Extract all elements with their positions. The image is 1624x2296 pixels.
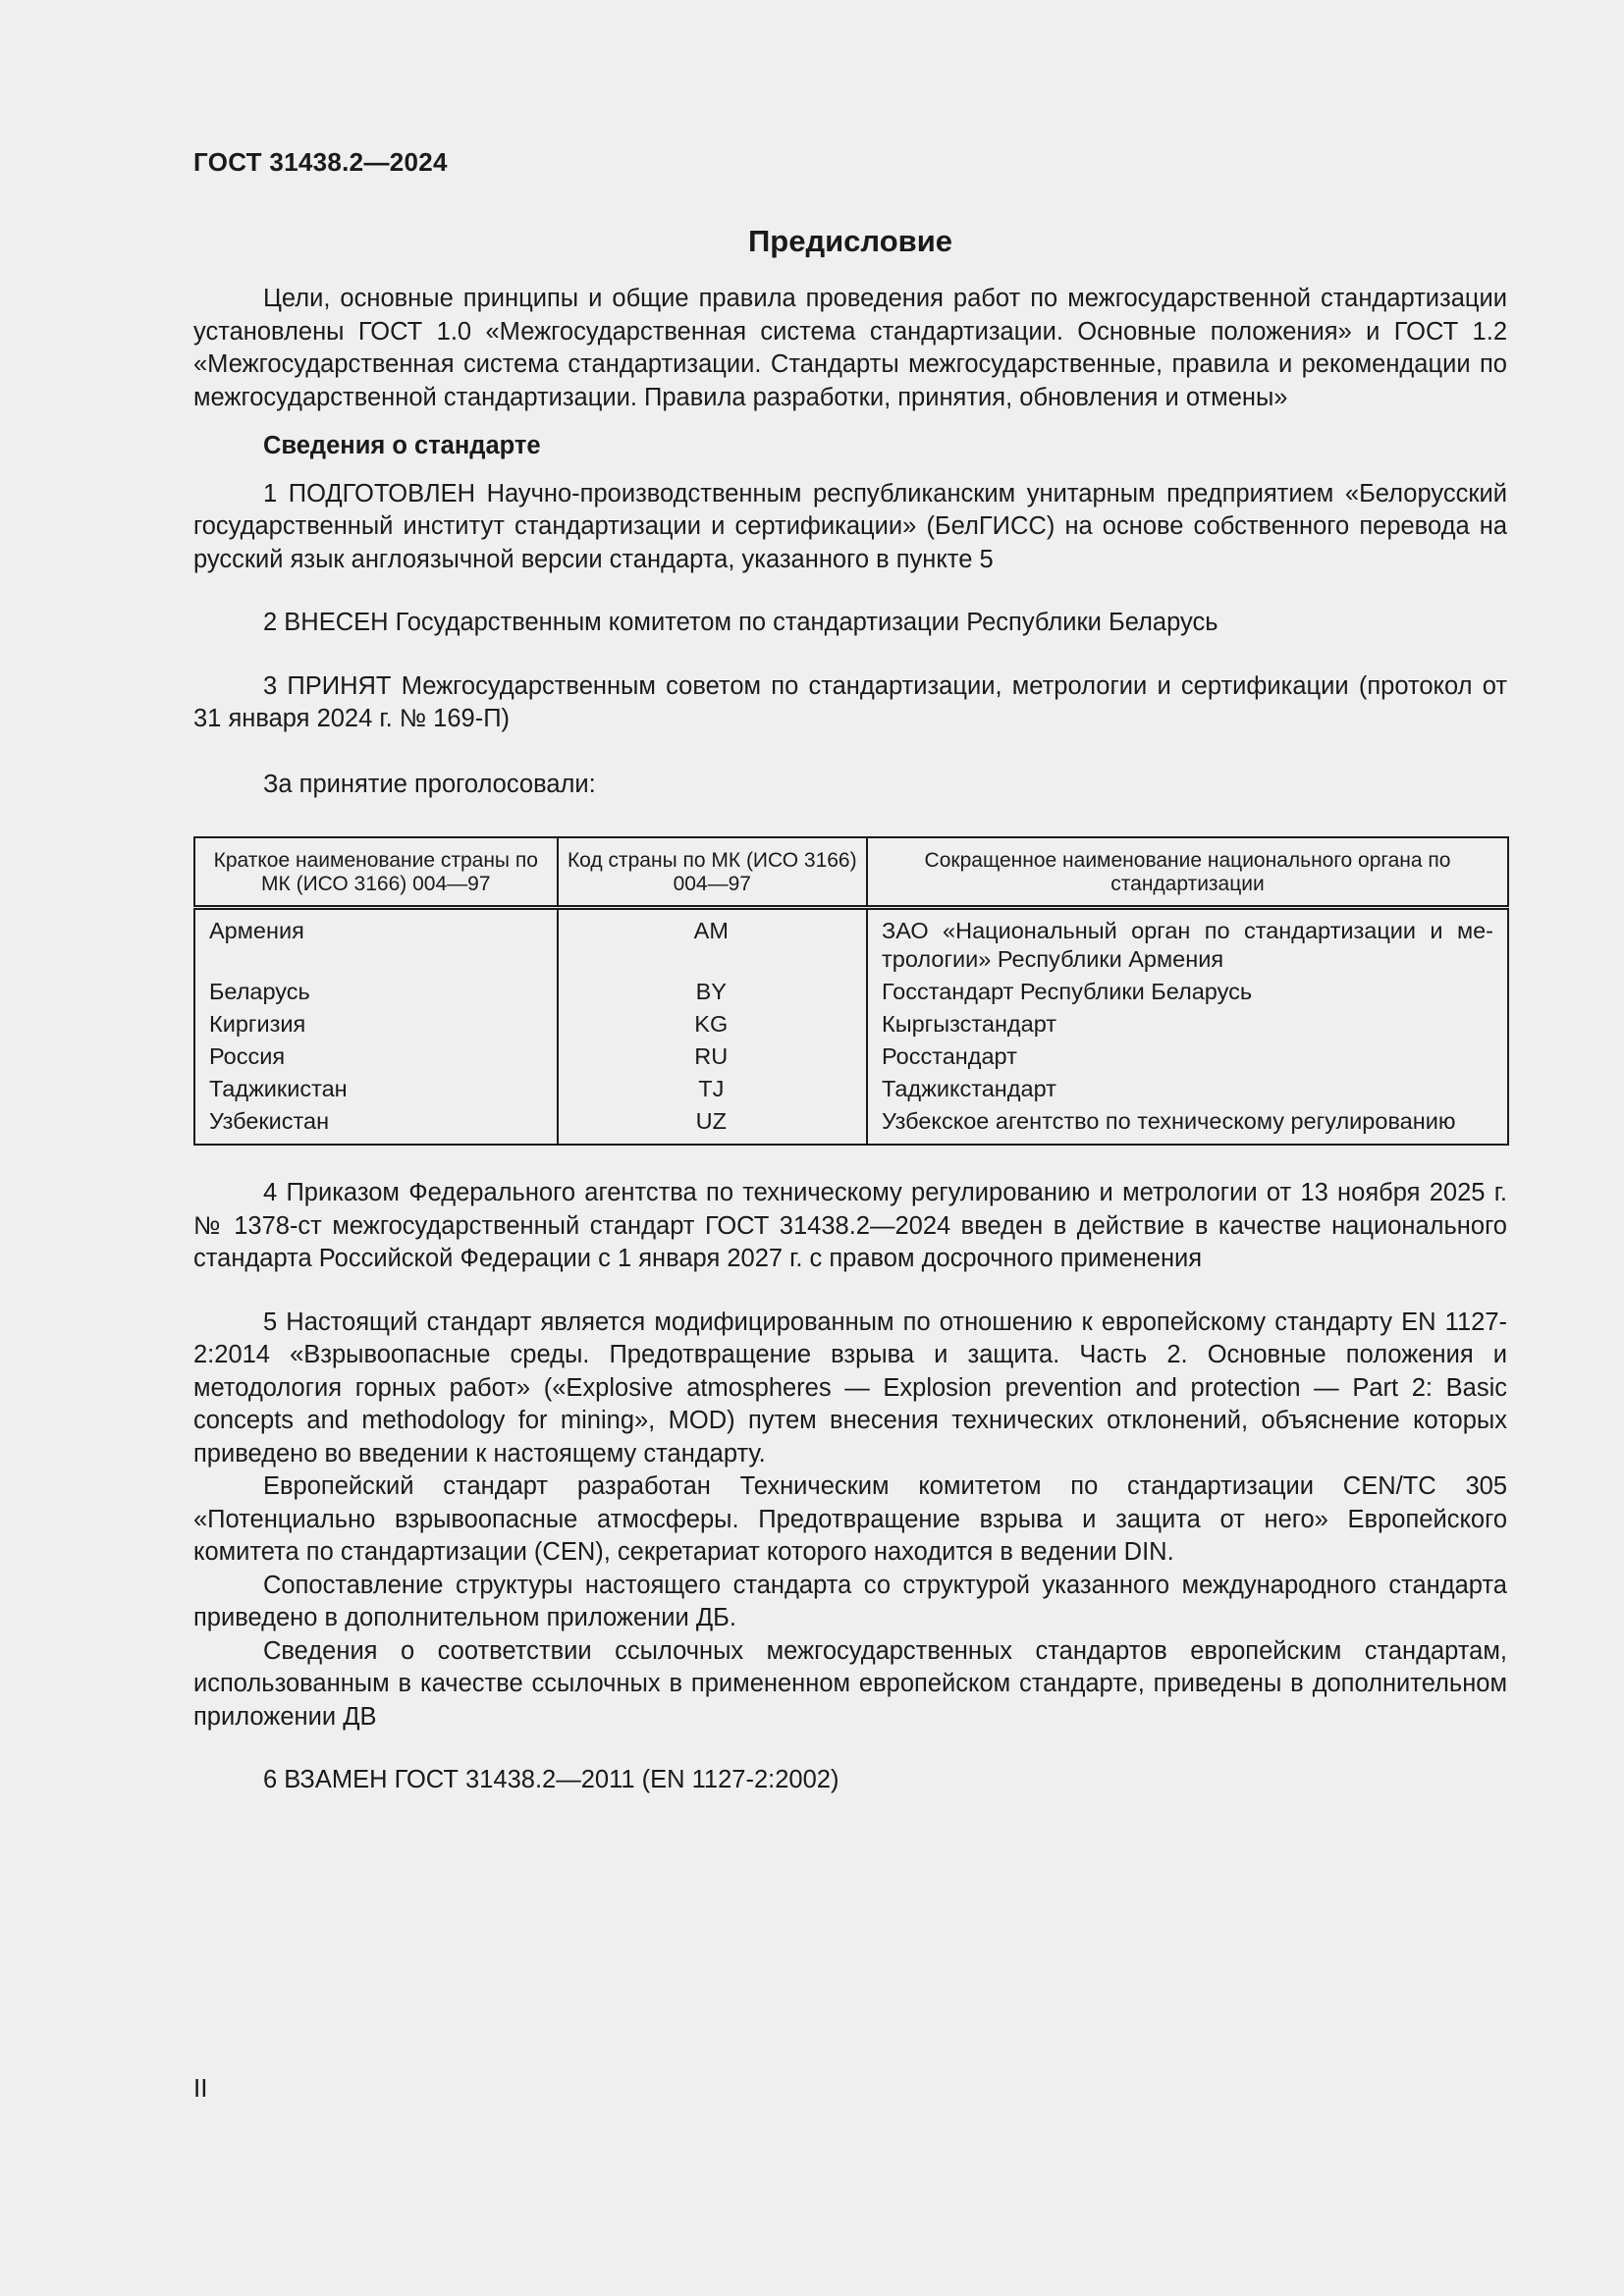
table-row (194, 1008, 1508, 1041)
country-cell: Россия (194, 1041, 558, 1073)
item-5-references-paragraph: Сведения о соответствии ссылочных межгосударственных стандартов европейским стандартам, использованным в качестве ссылочных в примененном европейском стандарте, приведены в дополнительном приложении ДВ (193, 1636, 1507, 1731)
item-1-prepared: 1 ПОДГОТОВЛЕН Научно-производственным республиканским унитарным предприятием «Белорусский государственный институт стандартизации и сертификации» (БелГИСС) на основе собственного перевода на русский язык англоязычной версии стандарта, указанного в пункте 5 (193, 479, 1507, 573)
table-row (194, 908, 1508, 977)
document-code-header: ГОСТ 31438.2—2024 (193, 147, 448, 177)
code-cell: BY (558, 976, 867, 1008)
table-row (194, 1041, 1508, 1073)
body-cell: Росстандарт (867, 1041, 1508, 1073)
item-4-enacted: 4 Приказом Федерального агентства по техническому регулированию и метрологии от 13 ноября 2025 г. № 1378-ст межгосударственный стандарт ГОСТ 31438.2—2024 введен в действие в качестве национального стандарта Российской Федерации с 1 января 2027 г. с правом досрочного применения (193, 1179, 1507, 1272)
item-3-adopted: 3 ПРИНЯТ Межгосударственным советом по стандартизации, метрологии и сертификации (протокол от 31 января 2024 г. № 169-П) (193, 671, 1507, 732)
table-header-row (194, 837, 1508, 908)
preface-section (193, 224, 1507, 1797)
standard-info-subheading: Сведения о стандарте (263, 432, 541, 459)
code-cell: RU (558, 1041, 867, 1073)
country-cell: Киргизия (194, 1008, 558, 1041)
code-cell: AM (558, 908, 867, 977)
code-cell: UZ (558, 1105, 867, 1145)
table-row (194, 1105, 1508, 1145)
table-row (194, 976, 1508, 1008)
voted-label: За принятие проголосовали: (263, 770, 596, 798)
item-6-replaces: 6 ВЗАМЕН ГОСТ 31438.2—2011 (EN 1127-2:2002) (263, 1766, 839, 1793)
header-national-body: Сокращенное наименование национального органа по стандартизации (867, 837, 1508, 908)
country-cell: Армения (194, 908, 558, 977)
item-5-structure-paragraph: Сопоставление структуры настоящего стандарта со структурой указанного международного стандарта приведено в дополнительном приложении ДБ. (193, 1571, 1507, 1631)
body-cell: Госстандарт Республики Беларусь (867, 976, 1508, 1008)
body-cell: ЗАО «Национальный орган по стандартизации и метрологии» Республики Армения (867, 908, 1508, 977)
member-states-table (193, 836, 1509, 1146)
code-cell: TJ (558, 1073, 867, 1105)
body-cell: Узбекское агентство по техническому регулированию (867, 1105, 1508, 1145)
country-cell: Узбекистан (194, 1105, 558, 1145)
header-country-name: Краткое наименование страны по МК (ИСО 3166) 004—97 (194, 837, 558, 908)
body-cell: Кыргызстандарт (867, 1008, 1508, 1041)
preface-title: Предисловие (747, 224, 952, 258)
body-cell: Таджикстандарт (867, 1073, 1508, 1105)
item-5-modification: 5 Настоящий стандарт является модифицированным по отношению к европейскому стандарту EN 1127-2:2014 «Взрывоопасные среды. Предотвращение взрыва и защита. Часть 2. Основные положения и методология горных работ» («Explosive atmospheres — Explosion prevention and protection — Part 2: Basic concepts and methodology for mining», MOD) путем внесения технических отклонений, объяснение которых приведено во введении к настоящему стандарту. (193, 1308, 1507, 1468)
header-country-code: Код страны по МК (ИСО 3166) 004—97 (558, 837, 867, 908)
code-cell: KG (558, 1008, 867, 1041)
item-2-submitted: 2 ВНЕСЕН Государственным комитетом по стандартизации Республики Беларусь (263, 609, 1218, 636)
table-row (194, 1073, 1508, 1105)
preface-intro-paragraph: Цели, основные принципы и общие правила проведения работ по межгосударственной стандартизации установлены ГОСТ 1.0 «Межгосударственная система стандартизации. Основные положения» и ГОСТ 1.2 «Межгосударственная система стандартизации. Стандарты межгосударственные, правила и рекомендации по межгосударственной стандартизации. Правила разработки, принятия, обновления и отмены» (193, 285, 1507, 411)
country-cell: Беларусь (194, 976, 558, 1008)
page-number: II (193, 2073, 208, 2103)
country-cell: Таджикистан (194, 1073, 558, 1105)
item-5-committee-paragraph: Европейский стандарт разработан Техническим комитетом по стандартизации CEN/TC 305 «Потенциально взрывоопасные атмосферы. Предотвращение взрыва и защита от него» Европейского комитета по стандартизации (CEN), секретариат которого находится в ведении DIN. (193, 1472, 1507, 1566)
